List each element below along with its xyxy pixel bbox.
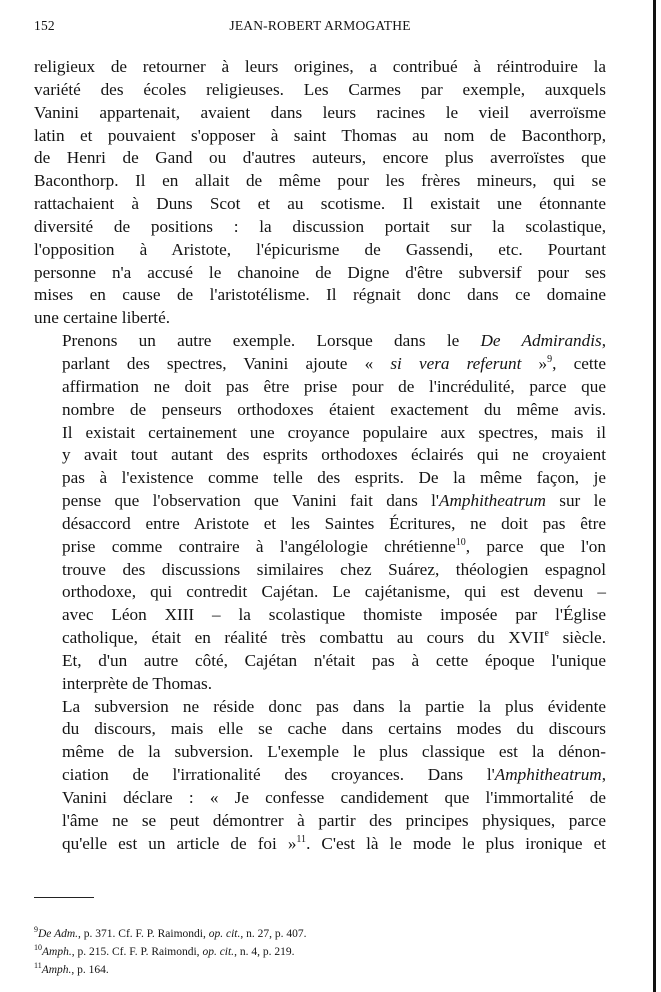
text-line: une certaine liberté. xyxy=(34,308,170,328)
superscript: e xyxy=(544,628,549,640)
text-line: pense que l'observation que Vanini fait dans l'Amphitheatrum sur le xyxy=(62,491,606,511)
footnote-text: , p. 215. Cf. F. P. Raimondi, xyxy=(71,946,203,958)
text-line: pas à l'existence comme telle des esprits. De la même façon, je xyxy=(62,468,606,488)
body-text xyxy=(34,56,606,856)
text-line: interprète de Thomas. xyxy=(62,673,213,693)
work-title: Amphitheatrum xyxy=(438,491,546,511)
text-line: La subversion ne réside donc pas dans la partie la plus évidente xyxy=(62,696,606,716)
latin-quote: si vera referunt xyxy=(390,353,522,373)
text-line: nombre de penseurs orthodoxes étaient exactement du même avis. xyxy=(62,399,606,419)
text-line: qu'elle est un article de foi »$^{11}$. C'est là le mode le plus ironique et xyxy=(62,833,607,853)
text-line: l'opposition à Aristote, l'épicurisme de Gassendi, etc. Pourtant xyxy=(34,239,606,259)
footnote-separator xyxy=(34,897,94,898)
text-line: avec Léon XIII – la scolastique thomiste imposée par l'Église xyxy=(62,605,606,625)
text-line: catholique, était en réalité très combattu au cours du XVIIe siècle. xyxy=(62,628,606,648)
text-line: latin et pouvaient s'opposer à saint Thomas au nom de Baconthorp, xyxy=(34,125,606,145)
page-header xyxy=(34,18,606,36)
page-edge-rule xyxy=(653,0,656,992)
footnote xyxy=(34,961,606,979)
text-line: l'âme ne se peut démontrer à partir des principes physiques, parce xyxy=(62,810,606,830)
text-line: Vanini déclare : « Je confesse candidement que l'immortalité de xyxy=(62,788,606,807)
footnote xyxy=(34,943,606,961)
paragraph-2 xyxy=(34,330,606,696)
footnote-text: , n. 4, p. 219. xyxy=(234,946,295,958)
page-number: 152 xyxy=(34,18,55,33)
footnote-number: 9 xyxy=(34,925,38,934)
text-line: même de la subversion. L'exemple le plus classique est la dénon- xyxy=(62,742,606,762)
text-line: du discours, mais elle se cache dans certains modes du discours xyxy=(62,719,606,739)
text-line: Il existait certainement une croyance populaire aux spectres, mais il xyxy=(62,422,606,442)
footnote-ref[interactable]: 10 xyxy=(455,536,466,548)
work-title: Amphitheatrum xyxy=(494,765,602,785)
op-cit: op. cit. xyxy=(208,928,241,940)
footnotes xyxy=(34,925,606,979)
abbrev-title: Amph. xyxy=(42,946,72,958)
text-line: variété des écoles religieuses. Les Carmes par exemple, auxquels xyxy=(34,79,606,99)
text-line: prise comme contraire à l'angélologie chrétienne$^{10}$, parce que l'on xyxy=(62,536,606,556)
footnote-text: , p. 371. Cf. F. P. Raimondi, xyxy=(78,928,209,940)
paragraph-1 xyxy=(34,56,606,330)
text-line: désaccord entre Aristote et les Saintes Écritures, ne doit pas être xyxy=(62,513,606,533)
text-line: personne n'a accusé le chanoine de Digne d'être subversif pour ses xyxy=(34,262,606,282)
text-line: parlant des spectres, Vanini ajoute « si vera referunt »$^9$, cette xyxy=(62,353,607,373)
text-line: y avait tout autant des esprits orthodoxes éclairés qui ne croyaient xyxy=(62,445,606,465)
abbrev-title: Amph. xyxy=(41,964,72,976)
text-line: trouve des discussions similaires chez Suárez, théologien espagnol xyxy=(62,559,606,579)
text-line: mises en cause de l'aristotélisme. Il régnait donc dans ce domaine xyxy=(34,285,606,305)
footnote-number: 11 xyxy=(34,961,42,970)
text-line: affirmation ne doit pas être prise pour de l'incrédulité, parce que xyxy=(62,376,606,396)
text-line: Prenons un autre exemple. Lorsque dans le De Admirandis, xyxy=(62,331,606,351)
text-line: rattachaient à Duns Scot et au scotisme. Il existait une étonnante xyxy=(34,194,606,214)
footnote-text: , p. 164. xyxy=(71,964,109,976)
footnote-number: 10 xyxy=(34,943,42,952)
abbrev-title: De Adm. xyxy=(38,928,79,940)
text-line: de Henri de Gand ou d'autres auteurs, encore plus averroïstes que xyxy=(34,148,606,168)
text-line: orthodoxe, qui contredit Cajétan. Le cajétanisme, qui est devenu – xyxy=(62,582,606,602)
running-title: JEAN-ROBERT ARMOGATHE xyxy=(229,18,411,33)
paragraph-3 xyxy=(34,696,606,856)
text-line: diversité de positions : la discussion portait sur la scolastique, xyxy=(34,216,606,236)
footnote-ref[interactable]: 11 xyxy=(296,833,307,845)
op-cit: op. cit. xyxy=(202,946,235,958)
footnote xyxy=(34,925,606,943)
text-line: Baconthorp. Il en allait de même pour les frères mineurs, qui se xyxy=(34,171,606,191)
text-line: Vanini appartenait, avaient dans leurs racines le vieil averroïsme xyxy=(34,102,606,122)
text-line: religieux de retourner à leurs origines, a contribué à réintroduire la xyxy=(34,57,606,76)
footnote-ref[interactable]: 9 xyxy=(547,353,553,365)
text-line: Et, d'un autre côté, Cajétan n'était pas à cette époque l'unique xyxy=(62,650,606,670)
text-line: ciation de l'irrationalité des croyances. Dans l'Amphitheatrum, xyxy=(62,765,606,785)
footnote-text: , n. 27, p. 407. xyxy=(240,928,307,940)
work-title: De Admirandis xyxy=(480,331,602,351)
